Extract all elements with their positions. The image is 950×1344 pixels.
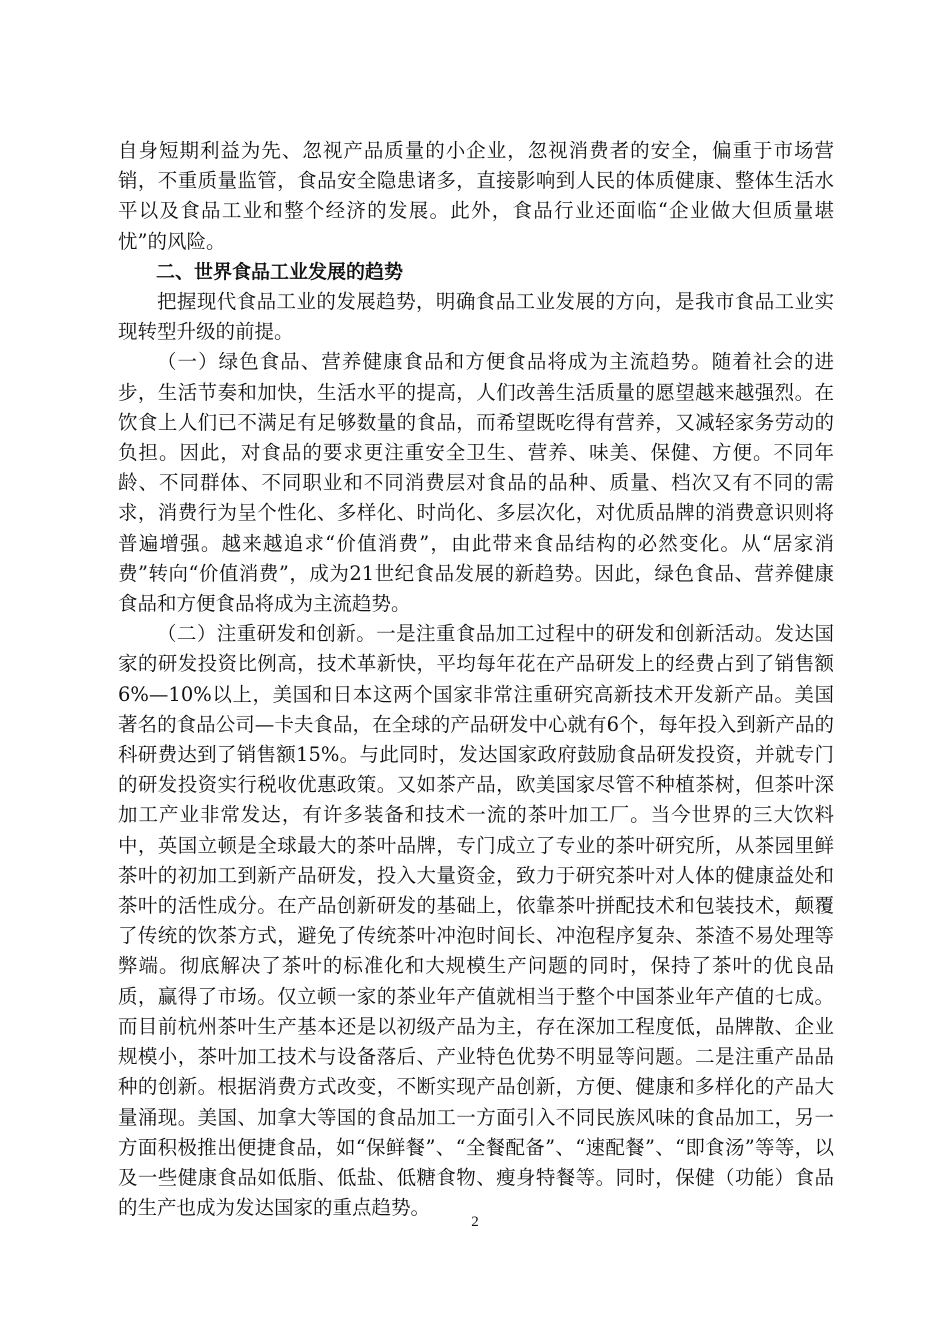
section-heading: 二、世界食品工业发展的趋势 (156, 260, 404, 283)
paragraph-intro: 把握现代食品工业的发展趋势，明确食品工业发展的方向，是我市食品工业实现转型升级的前提。 (118, 290, 834, 344)
paragraph-research-innovation: （二）注重研发和创新。一是注重食品加工过程中的研发和创新活动。发达国家的研发投资比例高，技术革新快，平均每年花在产品研发上的经费占到了销售额6%—10%以上，美国和日本这两个国家非常注重研究高新技术开发新产品。美国著名的食品公司—卡夫食品，在全球的产品研发中心就有6个，每年投入到新产品的科研费达到了销售额15%。与此同时，发达国家政府鼓励食品研发投资，并就专门的研发投资实行税收优惠政策。又如茶产品，欧美国家尽管不种植茶树，但茶叶深加工产业非常发达，有许多装备和技术一流的茶叶加工厂。当今世界的三大饮料中，英国立顿是全球最大的茶叶品牌，专门成立了专业的茶叶研究所，从茶园里鲜茶叶的初加工到新产品研发，投入大量资金，致力于研究茶叶对人体的健康益处和茶叶的活性成分。在产品创新研发的基础上，依靠茶叶拼配技术和包装技术，颠覆了传统的饮茶方式，避免了传统茶叶冲泡时间长、冲泡程序复杂、茶渣不易处理等弊端。彻底解决了茶叶的标准化和大规模生产问题的同时，保持了茶叶的优良品质，赢得了市场。仅立顿一家的茶业年产值就相当于整个中国茶业年产值的七成。而目前杭州茶叶生产基本还是以初级产品为主，存在深加工程度低，品牌散、企业规模小，茶叶加工技术与设备落后、产业特色优势不明显等问题。二是注重产品品种的创新。根据消费方式改变，不断实现产品创新，方便、健康和多样化的产品大量涌现。美国、加拿大等国的食品加工一方面引入不同民族风味的食品加工，另一方面积极推出便捷食品，如“保鲜餐”、“全餐配备”、“速配餐”、“即食汤”等等，以及一些健康食品如低脂、低盐、低糖食物、瘦身特餐等。同时，保健（功能）食品的生产也成为发达国家的重点趋势。 (118, 622, 834, 1220)
paragraph-green-food: （一）绿色食品、营养健康食品和方便食品将成为主流趋势。随着社会的进步，生活节奏和加快，生活水平的提高，人们改善生活质量的愿望越来越强烈。在饮食上人们已不满足有足够数量的食品，而希望既吃得有营养，又减轻家务劳动的负担。因此，对食品的要求更注重安全卫生、营养、味美、保健、方便。不同年龄、不同群体、不同职业和不同消费层对食品的品种、质量、档次又有不同的需求，消费行为呈个性化、多样化、时尚化、多层次化，对优质品牌的消费意识则将普遍增强。越来越追求“价值消费”，由此带来食品结构的必然变化。从“居家消费”转向“价值消费”，成为21世纪食品发展的新趋势。因此，绿色食品、营养健康食品和方便食品将成为主流趋势。 (118, 350, 834, 616)
paragraph-continuation: 自身短期利益为先、忽视产品质量的小企业，忽视消费者的安全，偏重于市场营销，不重质量监管，食品安全隐患诸多，直接影响到人民的体质健康、整体生活水平以及食品工业和整个经济的发展。此外，食品行业还面临“企业做大但质量堪忧”的风险。 (118, 139, 834, 253)
page-number: 2 (471, 1214, 479, 1230)
body-text (118, 136, 834, 1223)
